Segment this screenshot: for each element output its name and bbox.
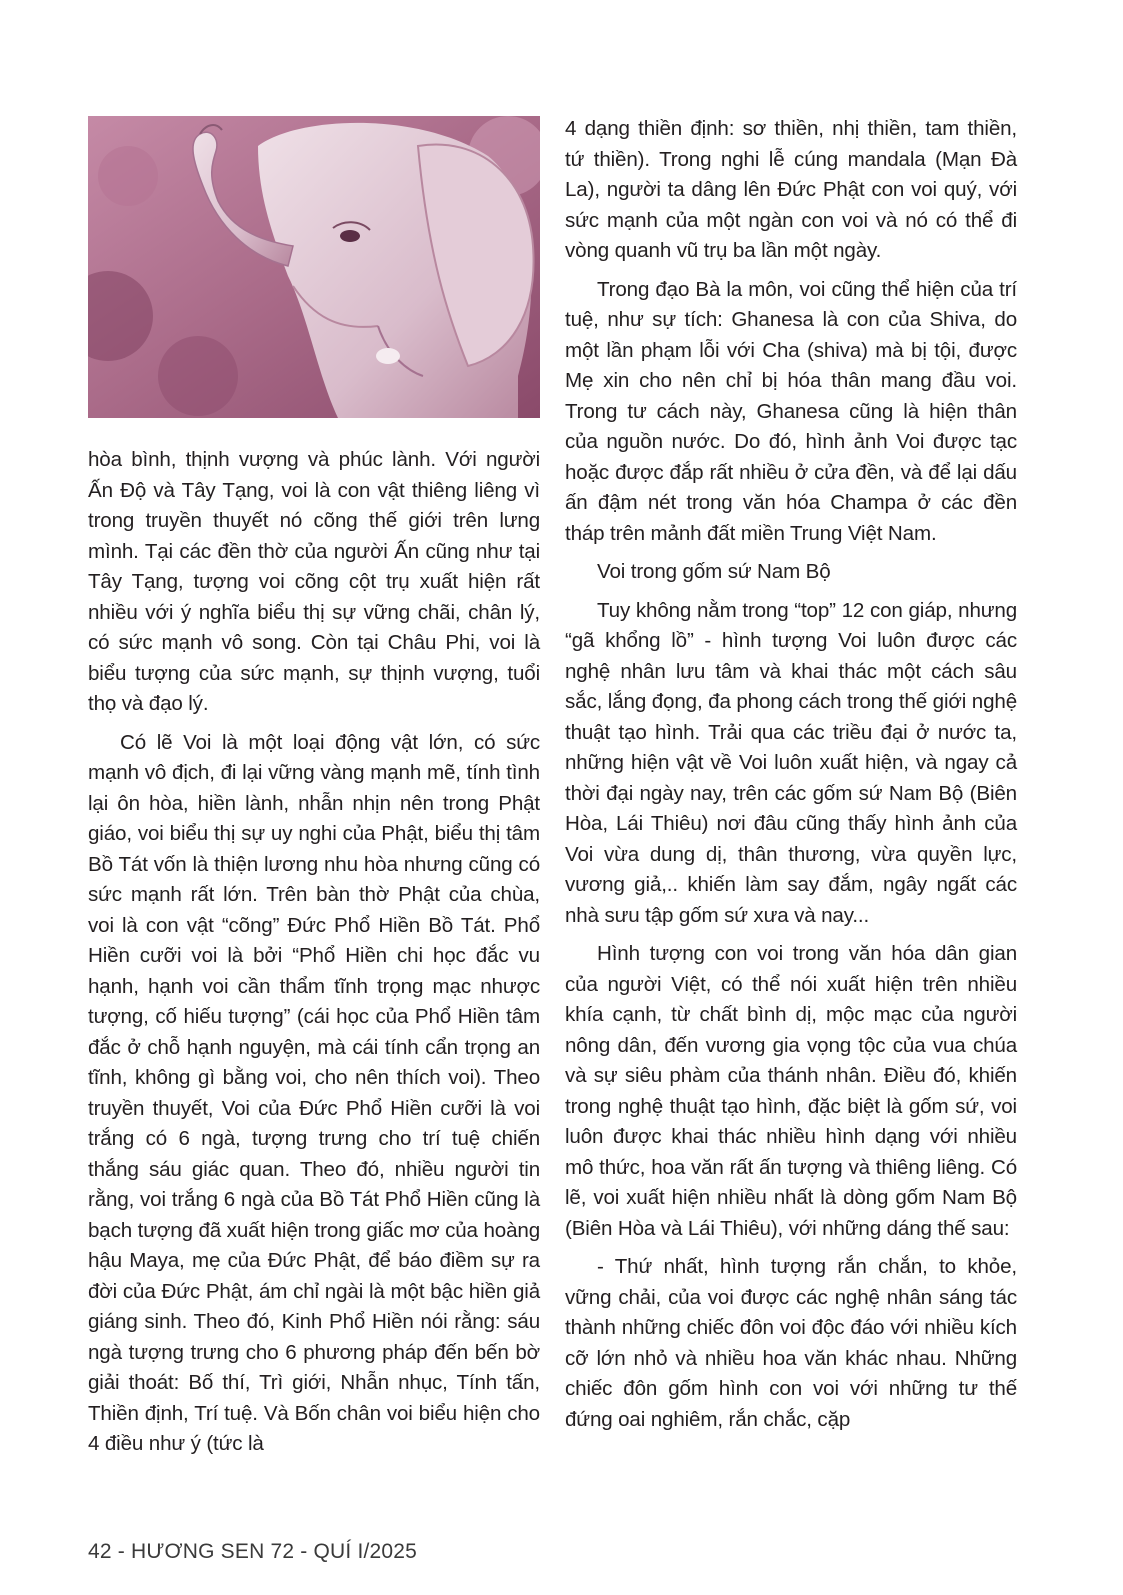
right-paragraph-3: Tuy không nằm trong “top” 12 con giáp, nhưng “gã khổng lồ” - hình tượng Voi luôn được các nghệ nhân lưu tâm và khai thác một cách sâu sắc, lắng đọng, đa phong cách trong thế giới nghệ thuật tạo hình. Trải qua các triều đại ở nước ta, những hiện vật về Voi luôn xuất hiện, và ngay cả thời đại ngày nay, trên các gốm sứ Nam Bộ (Biên Hòa, Lái Thiêu) nơi đâu cũng thấy hình ảnh của Voi vừa dung dị, thân thương, vừa quyền lực, vương giả,.. khiến làm say đắm, ngây ngất các nhà sưu tập gốm sứ xưa và nay... <box>565 598 1017 927</box>
right-paragraph-5: - Thứ nhất, hình tượng rắn chắn, to khỏe, vững chải, của voi được các nghệ nhân sáng tác thành những chiếc đôn voi độc đáo với nhiều kích cỡ lớn nhỏ và nhiều hoa văn khác nhau. Những chiếc đôn gốm hình con voi với những tư thế đứng oai nghiêm, rắn chắc, cặp <box>565 1255 1017 1431</box>
right-column <box>565 114 1017 1443</box>
left-paragraph-1: hòa bình, thịnh vượng và phúc lành. Với người Ấn Độ và Tây Tạng, voi là con vật thiêng liêng vì trong truyền thuyết nó cõng thế giới trên lưng mình. Tại các đền thờ của người Ấn cũng như tại Tây Tạng, tượng voi cõng cột trụ xuất hiện rất nhiều với ý nghĩa biểu thị sự vững chãi, chân lý, có sức mạnh vô song. Còn tại Châu Phi, voi là biểu tượng của sức mạnh, sự thịnh vượng, tuổi thọ và đạo lý. <box>88 448 540 715</box>
elephant-illustration <box>88 116 540 418</box>
section-heading: Voi trong gốm sứ Nam Bộ <box>597 560 831 583</box>
page-footer: 42 - HƯƠNG SEN 72 - QUÍ I/2025 <box>88 1540 418 1563</box>
elephant-photo <box>88 116 540 418</box>
right-paragraph-2: Trong đạo Bà la môn, voi cũng thể hiện của trí tuệ, như sự tích: Ghanesa là con của Shiva, do một lần phạm lỗi với Cha (shiva) mà bị tội, được Mẹ xin cho nên chỉ bị hóa thân mang đầu voi. Trong tư cách này, Ghanesa cũng là hiện thân của nguồn nước. Do đó, hình ảnh Voi được tạc hoặc được đắp rất nhiều ở cửa đền, và để lại dấu ấn đậm nét trong văn hóa Champa ở các đền tháp trên mảnh đất miền Trung Việt Nam. <box>565 277 1017 545</box>
left-column <box>88 445 540 1468</box>
right-paragraph-4: Hình tượng con voi trong văn hóa dân gian của người Việt, có thể nói xuất hiện trên nhiều khía cạnh, từ chất bình dị, mộc mạc của người nông dân, đến vương gia vọng tộc của vua chúa và sự siêu phàm của thánh nhân. Điều đó, khiến trong nghệ thuật tạo hình, đặc biệt là gốm sứ, voi luôn được khai thác nhiều hình dạng với nhiều mô thức, hoa văn rất ấn tượng và thiêng liêng. Có lẽ, voi xuất hiện nhiều nhất là dòng gốm Nam Bộ (Biên Hòa và Lái Thiêu), với những dáng thế sau: <box>565 942 1017 1240</box>
right-paragraph-1: 4 dạng thiền định: sơ thiền, nhị thiền, tam thiền, tứ thiền). Trong nghi lễ cúng mandala (Mạn Đà La), người ta dâng lên Đức Phật con voi quý, với sức mạnh của một ngàn con voi và nó có thể đi vòng quanh vũ trụ ba lần một ngày. <box>565 117 1017 262</box>
left-paragraph-2: Có lẽ Voi là một loại động vật lớn, có sức mạnh vô địch, đi lại vững vàng mạnh mẽ, tính tình lại ôn hòa, hiền lành, nhẫn nhịn nên trong Phật giáo, voi biểu thị sự uy nghi của Phật, biểu thị tâm Bồ Tát vốn là thiện lương nhu hòa nhưng cũng có sức mạnh rất lớn. Trên bàn thờ Phật của chùa, voi là con vật “cõng” Đức Phổ Hiền Bồ Tát. Phổ Hiền cưỡi voi là bởi “Phổ Hiền chi học đắc vu hạnh, hạnh voi cần thẩm tĩnh trọng mạc nhược tượng, cố hiếu tượng” (cái học của Phổ Hiền tâm đắc ở chỗ hạnh nguyện, mà cái tính cẩn trọng an tĩnh, không gì bằng voi, cho nên thích voi). Theo truyền thuyết, Voi của Đức Phổ Hiền cưỡi là voi trắng có 6 ngà, tượng trưng cho trí tuệ chiến thắng sáu giác quan. Theo đó, nhiều người tin rằng, voi trắng 6 ngà của Bồ Tát Phổ Hiền cũng là bạch tượng đã xuất hiện trong giấc mơ của hoàng hậu Maya, mẹ của Đức Phật, để báo điềm sự ra đời của Đức Phật, ám chỉ ngài là một bậc hiền giả giáng sinh. Theo đó, Kinh Phổ Hiền nói rằng: sáu ngà tượng trưng cho 6 phương pháp đến bến bờ giải thoát: Bố thí, Trì giới, Nhẫn nhục, Tính tấn, Thiền định, Trí tuệ. Và Bốn chân voi biểu hiện cho 4 điều như ý (tức là <box>88 730 540 1455</box>
